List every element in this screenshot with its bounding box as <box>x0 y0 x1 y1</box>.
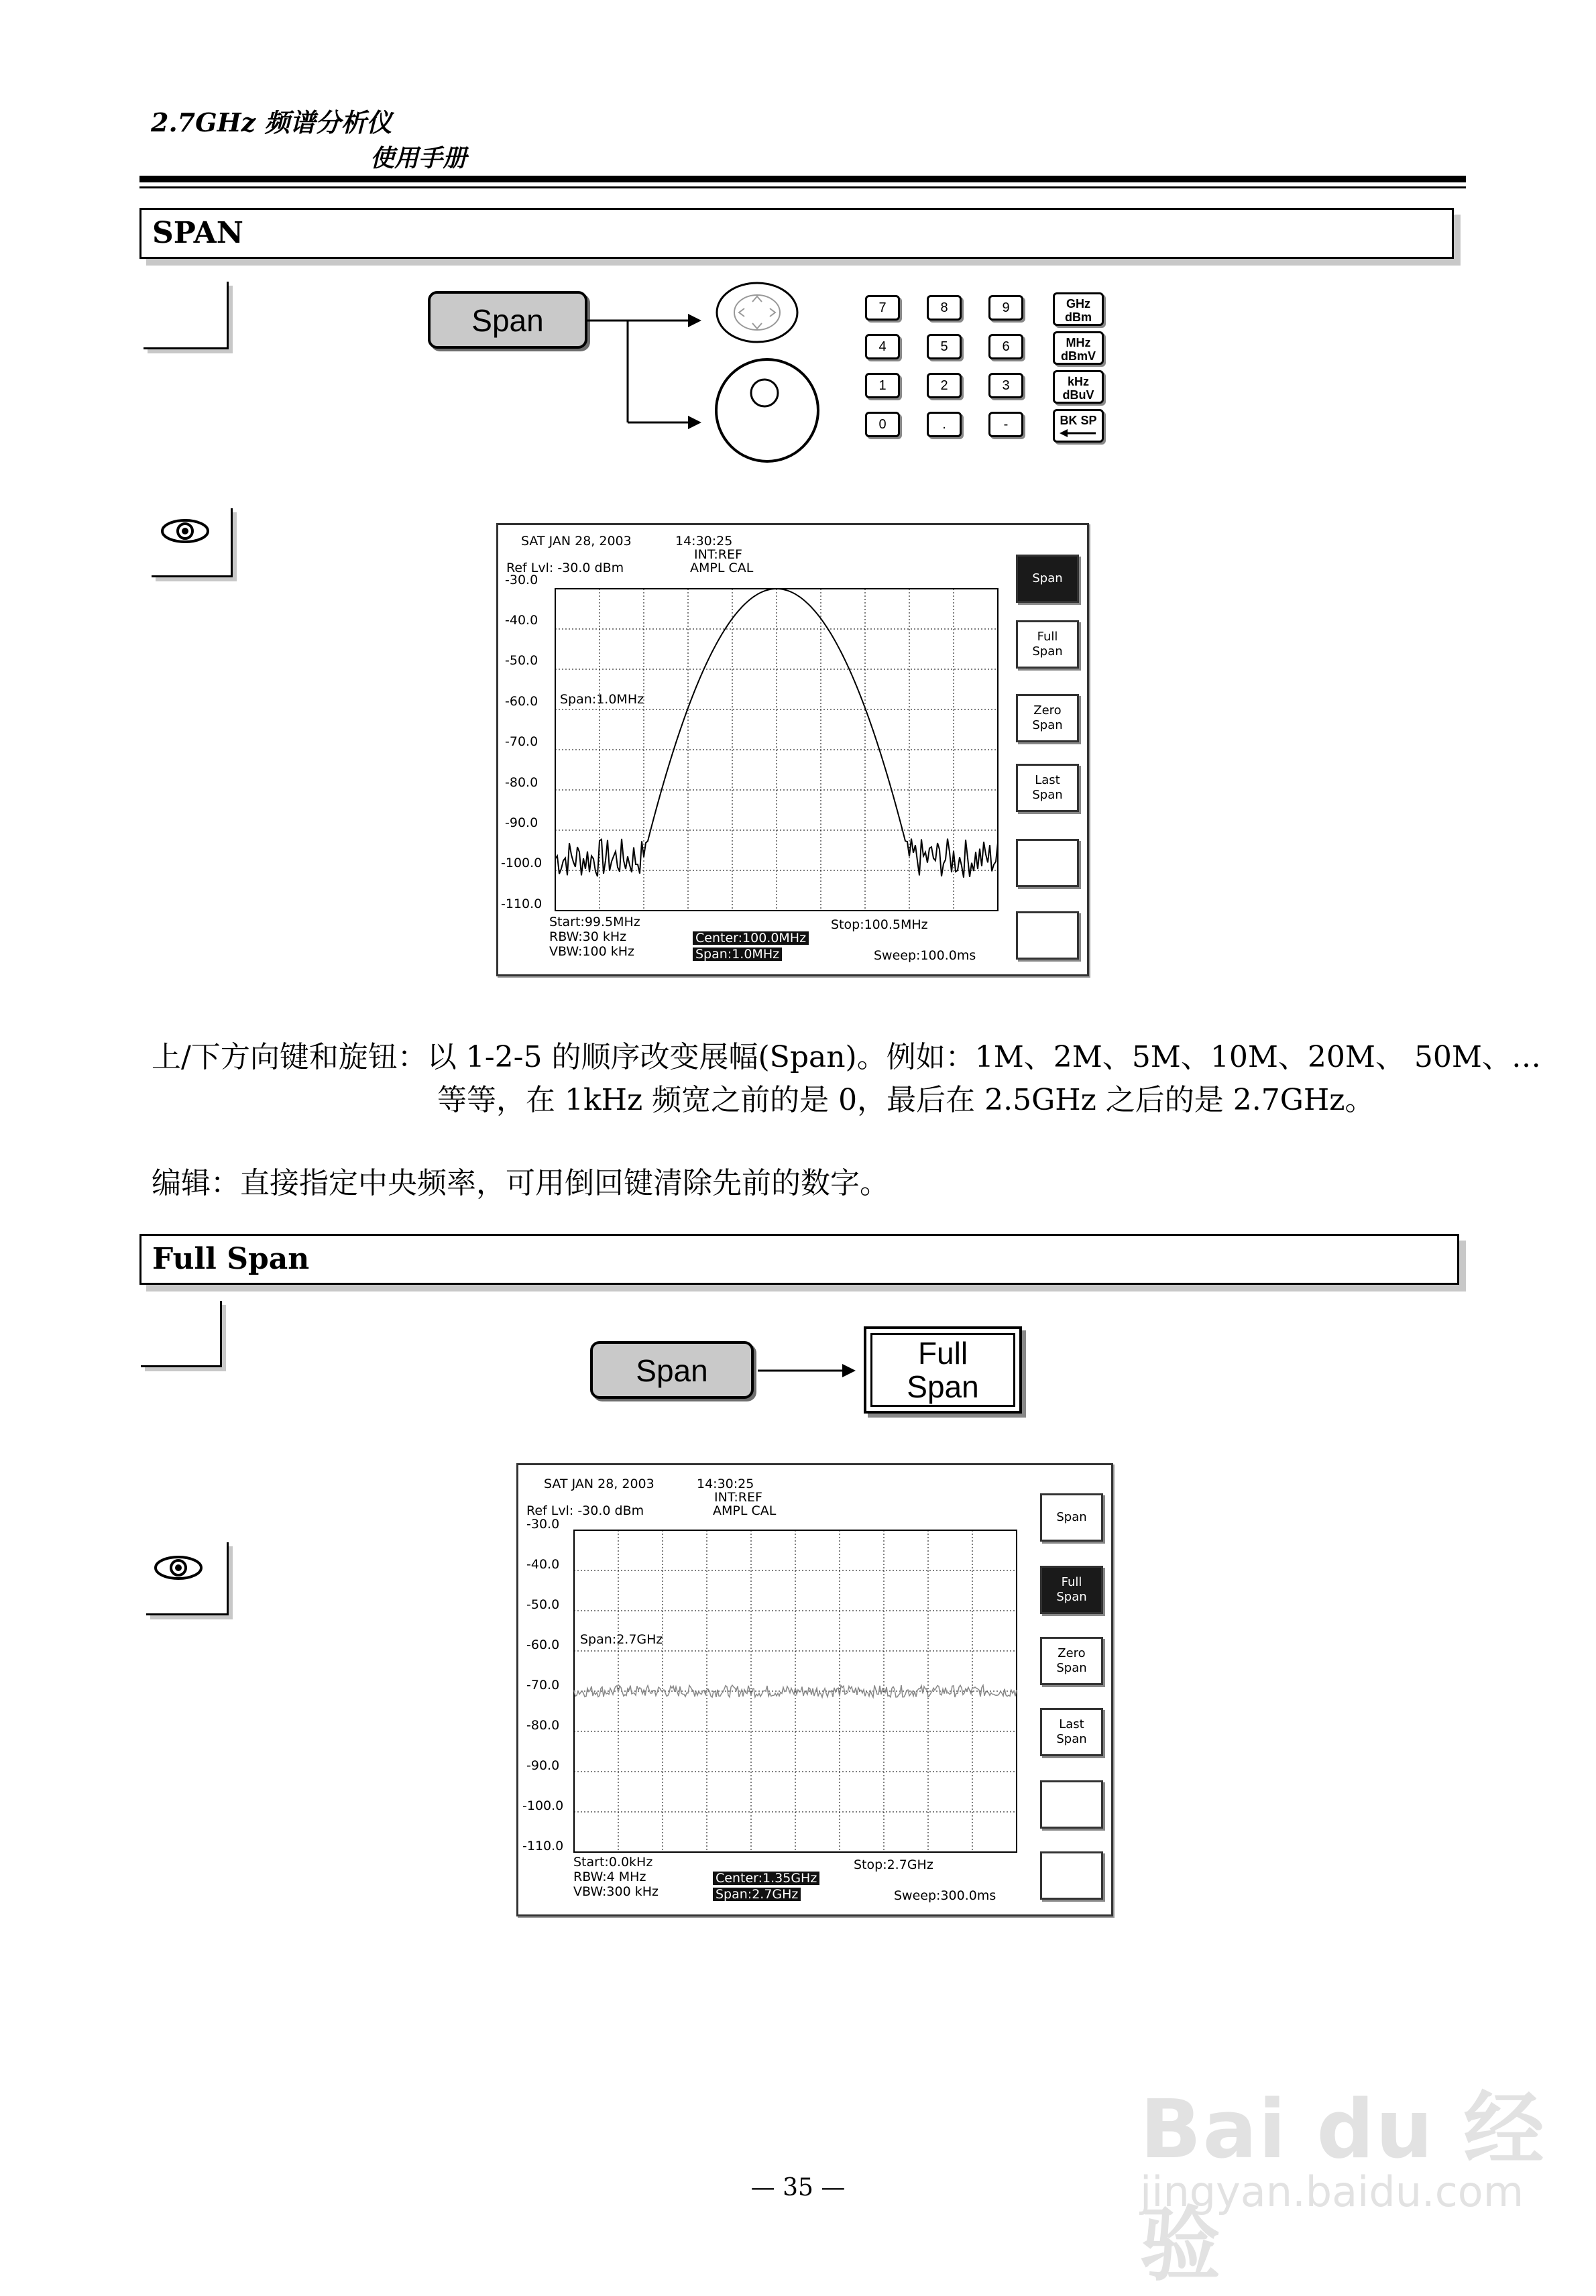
section-title-full-span: Full Span <box>139 1234 1459 1285</box>
screen-date: SAT JAN 28, 2003 <box>521 534 632 549</box>
flow-arrow <box>758 1357 858 1384</box>
rotary-knob-icon[interactable] <box>712 355 826 469</box>
screen-vbw: VBW:100 kHz <box>549 944 634 959</box>
screen-center: Center:100.0MHz <box>693 931 809 945</box>
key-5[interactable]: 5 <box>927 334 962 359</box>
y-tick: -30.0 <box>505 573 538 587</box>
screen-span: Span:2.7GHz <box>713 1888 801 1901</box>
screen-stop: Stop:100.5MHz <box>831 917 928 932</box>
screen-date: SAT JAN 28, 2003 <box>544 1477 654 1491</box>
screen-ampl-cal: AMPL CAL <box>713 1503 777 1518</box>
key-0[interactable]: 0 <box>865 412 900 437</box>
key-4[interactable]: 4 <box>865 334 900 359</box>
key-mhz[interactable]: MHz dBmV <box>1053 331 1104 365</box>
y-tick: -70.0 <box>505 734 538 749</box>
y-tick: -40.0 <box>505 613 538 628</box>
watermark-logo: Bai du 经验 <box>1140 2083 1546 2292</box>
softkey-full-span[interactable]: Full Span <box>1040 1566 1103 1614</box>
description-line-1: 上/下方向键和旋钮：以 1-2-5 的顺序改变展幅(Span)。例如：1M、2M、5M、10M、20M、 50M、… <box>152 1040 1541 1074</box>
key-1[interactable]: 1 <box>865 373 900 398</box>
screen-int-ref: INT:REF <box>714 1490 762 1505</box>
screen-int-ref: INT:REF <box>694 547 742 562</box>
backspace-arrow-icon <box>1060 428 1097 438</box>
header-rule <box>139 176 1466 182</box>
page-number: — 35 — <box>750 2174 846 2201</box>
screen-rbw: RBW:4 MHz <box>573 1870 646 1884</box>
key-ghz[interactable]: GHz dBm <box>1053 292 1104 326</box>
softkey-last-span[interactable]: Last Span <box>1040 1708 1103 1756</box>
y-tick: -110.0 <box>501 897 543 911</box>
screen-span-label: Span:1.0MHz <box>560 692 644 707</box>
watermark-url: jingyan.baidu.com <box>1140 2167 1524 2216</box>
screen-vbw: VBW:300 kHz <box>573 1884 659 1899</box>
trace-plot <box>555 588 1000 913</box>
y-tick: -80.0 <box>505 775 538 790</box>
trace-plot <box>573 1530 1019 1854</box>
softkey-blank-1[interactable] <box>1040 1780 1103 1829</box>
doc-title: 2.7GHz 频谱分析仪 <box>151 107 392 137</box>
y-tick: -80.0 <box>526 1718 560 1733</box>
flow-arrows <box>587 295 701 443</box>
eye-icon <box>158 516 212 546</box>
key-7[interactable]: 7 <box>865 295 900 321</box>
key-minus[interactable]: - <box>988 412 1023 437</box>
y-tick: -30.0 <box>526 1517 560 1532</box>
key-backspace[interactable]: BK SP <box>1053 409 1104 443</box>
key-8[interactable]: 8 <box>927 295 962 321</box>
y-tick: -50.0 <box>526 1597 560 1612</box>
screen-span-label: Span:2.7GHz <box>580 1632 663 1647</box>
softkey-span[interactable]: Span <box>1016 555 1079 603</box>
screen-time: 14:30:25 <box>697 1477 754 1491</box>
y-tick: -100.0 <box>522 1798 564 1813</box>
softkey-zero-span[interactable]: Zero Span <box>1016 694 1079 742</box>
softkey-zero-span[interactable]: Zero Span <box>1040 1637 1103 1685</box>
key-3[interactable]: 3 <box>988 373 1023 398</box>
y-tick: -90.0 <box>526 1758 560 1773</box>
analyzer-screen-span <box>496 523 1089 976</box>
section-title-span: SPAN <box>139 208 1454 259</box>
y-tick: -110.0 <box>522 1839 564 1853</box>
y-tick: -90.0 <box>505 815 538 830</box>
eye-icon <box>152 1553 205 1583</box>
arrow-pad-icon[interactable] <box>714 279 801 346</box>
screen-center: Center:1.35GHz <box>713 1872 819 1885</box>
key-9[interactable]: 9 <box>988 295 1023 321</box>
span-key[interactable]: Span <box>428 291 587 349</box>
screen-start: Start:0.0kHz <box>573 1855 653 1870</box>
softkey-blank-2[interactable] <box>1040 1851 1103 1900</box>
screen-sweep: Sweep:300.0ms <box>894 1888 996 1903</box>
screen-sweep: Sweep:100.0ms <box>874 948 976 963</box>
key-6[interactable]: 6 <box>988 334 1023 359</box>
analyzer-screen-full-span <box>516 1463 1113 1916</box>
key-khz[interactable]: kHz dBuV <box>1053 370 1104 404</box>
softkey-blank-2[interactable] <box>1016 911 1079 960</box>
y-tick: -60.0 <box>505 694 538 709</box>
screen-ref-level: Ref Lvl: -30.0 dBm <box>526 1503 644 1518</box>
screen-ref-level: Ref Lvl: -30.0 dBm <box>506 561 624 575</box>
screen-stop: Stop:2.7GHz <box>854 1857 933 1872</box>
key-2[interactable]: 2 <box>927 373 962 398</box>
softkey-full-span[interactable]: Full Span <box>1016 620 1079 669</box>
screen-rbw: RBW:30 kHz <box>549 929 627 944</box>
y-tick: -60.0 <box>526 1638 560 1652</box>
header-rule-thin <box>139 186 1466 188</box>
doc-subtitle: 使用手册 <box>370 144 467 172</box>
description-edit: 编辑：直接指定中央频率，可用倒回键清除先前的数字。 <box>152 1166 889 1200</box>
key-dot[interactable]: . <box>927 412 962 437</box>
screen-span: Span:1.0MHz <box>693 948 782 961</box>
screen-ampl-cal: AMPL CAL <box>690 561 754 575</box>
span-key[interactable]: Span <box>590 1341 754 1399</box>
softkey-blank-1[interactable] <box>1016 839 1079 887</box>
step-marker <box>141 1301 222 1367</box>
y-tick: -40.0 <box>526 1557 560 1572</box>
screen-time: 14:30:25 <box>675 534 733 549</box>
softkey-span[interactable]: Span <box>1040 1493 1103 1542</box>
description-line-2: 等等，在 1kHz 频宽之前的是 0，最后在 2.5GHz 之后的是 2.7GHz。 <box>437 1083 1375 1117</box>
y-tick: -100.0 <box>501 856 543 870</box>
screen-start: Start:99.5MHz <box>549 915 640 929</box>
softkey-last-span[interactable]: Last Span <box>1016 764 1079 812</box>
full-span-softkey[interactable]: Full Span <box>864 1326 1022 1414</box>
step-marker <box>144 282 229 349</box>
y-tick: -70.0 <box>526 1678 560 1692</box>
y-tick: -50.0 <box>505 653 538 668</box>
